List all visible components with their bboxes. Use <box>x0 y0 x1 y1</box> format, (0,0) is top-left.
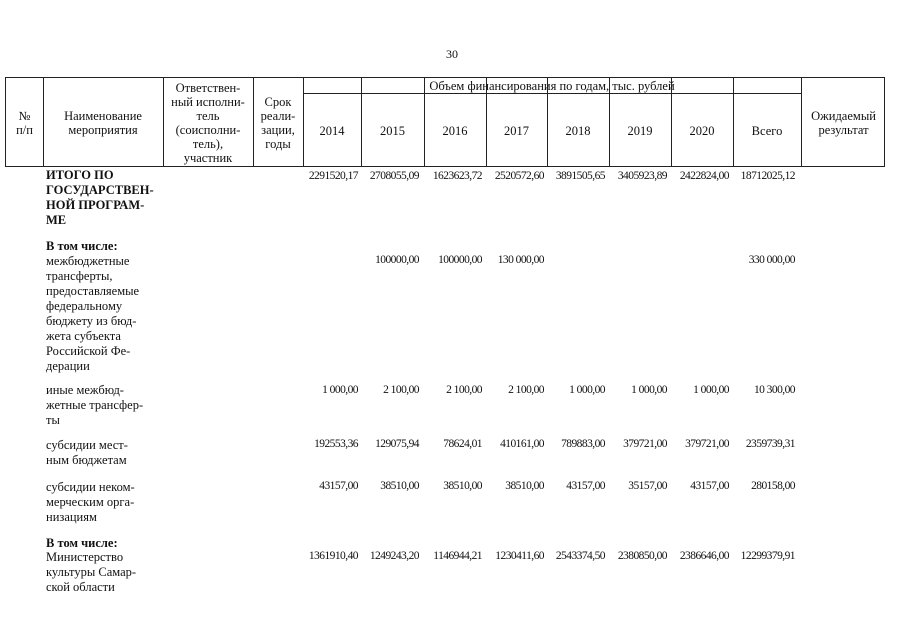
cell-value: 1 000,00 <box>693 384 729 396</box>
header-year-2019: 2019 <box>627 123 653 138</box>
cell-value: 129075,94 <box>375 438 419 450</box>
cell-value: 1 000,00 <box>631 384 667 396</box>
header-term: Срок реали- зации, годы <box>260 95 296 151</box>
cell-value: 2359739,31 <box>745 438 795 450</box>
section-heading: В том числе: <box>46 536 118 550</box>
header-year-2018: 2018 <box>565 123 591 138</box>
cell-value: 330 000,00 <box>748 254 795 266</box>
cell-value: 2 100,00 <box>446 384 482 396</box>
header-responsible: Ответствен- ный исполни- тель (соисполни- тель), участник <box>171 81 245 165</box>
row-label-other-transfers: иные межбюд- жетные трансфер- ты <box>46 383 144 427</box>
row-label-local-subsidies: субсидии мест- ным бюджетам <box>46 438 128 467</box>
cell-value: 2291520,17 <box>308 170 358 182</box>
row-label-transfers-federal: межбюджетные трансферты, предоставляемые федеральному бюджету из бюд- жета субъекта Российской Фе- дерации <box>46 254 140 373</box>
row-label-nonprofit-subsidies: субсидии неком- мерческим орга- низациям <box>46 480 135 524</box>
header-funding: Объем финансирования по годам, тыс. рублей <box>429 78 675 93</box>
cell-value: 18712025,12 <box>740 170 795 182</box>
page-number: 30 <box>446 47 458 61</box>
cell-value: 379721,00 <box>685 438 729 450</box>
cell-value: 410161,00 <box>500 438 544 450</box>
header-year-2020: 2020 <box>689 123 715 138</box>
cell-value: 1146944,21 <box>433 550 482 562</box>
header-total: Всего <box>751 123 783 138</box>
cell-value: 2422824,00 <box>679 170 729 182</box>
section-heading: В том числе: <box>46 239 118 253</box>
header-year-2014: 2014 <box>319 123 345 138</box>
cell-value: 789883,00 <box>561 438 605 450</box>
cell-value: 78624,01 <box>443 438 482 450</box>
cell-value: 2708055,09 <box>369 170 419 182</box>
cell-value: 1249243,20 <box>369 550 419 562</box>
header-year-2015: 2015 <box>380 123 405 138</box>
cell-value: 1230411,60 <box>495 550 544 562</box>
cell-value: 35157,00 <box>628 480 667 492</box>
cell-value: 100000,00 <box>438 254 482 266</box>
cell-value: 3891505,65 <box>555 170 605 182</box>
cell-value: 1 000,00 <box>569 384 605 396</box>
cell-value: 1 000,00 <box>322 384 358 396</box>
header-num: № п/п <box>16 109 33 137</box>
header-year-2016: 2016 <box>442 123 468 138</box>
header-name: Наименование мероприятия <box>64 109 142 137</box>
cell-value: 1623623,72 <box>432 170 482 182</box>
cell-value: 130 000,00 <box>497 254 544 266</box>
cell-value: 43157,00 <box>319 480 358 492</box>
cell-value: 2386646,00 <box>679 550 729 562</box>
row-label-total: ИТОГО ПО ГОСУДАРСТВЕН- НОЙ ПРОГРАМ- МЕ <box>46 168 154 227</box>
header-result: Ожидаемый результат <box>811 109 876 137</box>
cell-value: 38510,00 <box>505 480 544 492</box>
cell-value: 2 100,00 <box>383 384 419 396</box>
cell-value: 38510,00 <box>380 480 419 492</box>
cell-value: 280158,00 <box>751 480 795 492</box>
cell-value: 1361910,40 <box>308 550 358 562</box>
cell-value: 38510,00 <box>443 480 482 492</box>
cell-value: 3405923,89 <box>617 170 667 182</box>
cell-value: 2543374,50 <box>555 550 605 562</box>
cell-value: 100000,00 <box>375 254 419 266</box>
cell-value: 2520572,60 <box>494 170 544 182</box>
cell-value: 379721,00 <box>623 438 667 450</box>
cell-value: 192553,36 <box>314 438 358 450</box>
cell-value: 43157,00 <box>690 480 729 492</box>
header-year-2017: 2017 <box>504 123 529 138</box>
cell-value: 10 300,00 <box>753 384 795 396</box>
cell-value: 12299379,91 <box>740 550 795 562</box>
cell-value: 2380850,00 <box>617 550 667 562</box>
table-header <box>5 77 885 167</box>
cell-value: 2 100,00 <box>508 384 544 396</box>
row-label-ministry-culture: Министерство культуры Самар- ской области <box>46 550 137 594</box>
cell-value: 43157,00 <box>566 480 605 492</box>
